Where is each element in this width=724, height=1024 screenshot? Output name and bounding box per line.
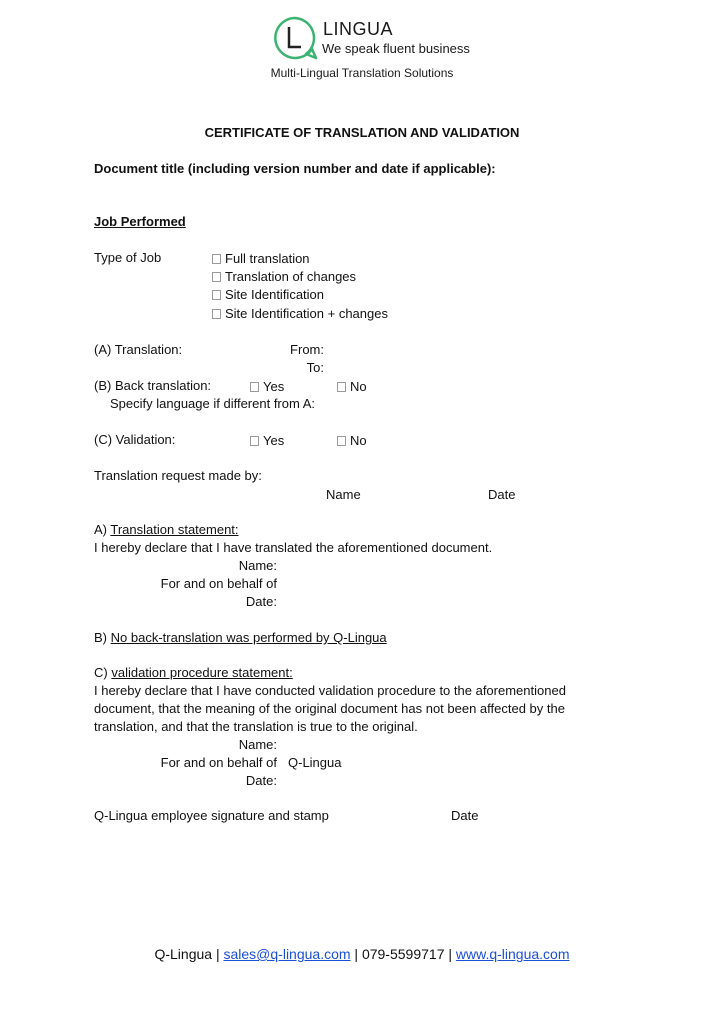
statement-a-behalf-label: For and on behalf of xyxy=(160,576,277,591)
request-made-by-label: Translation request made by: xyxy=(94,468,262,483)
footer-email-link[interactable]: sales@q-lingua.com xyxy=(223,946,351,962)
checkbox[interactable] xyxy=(212,254,221,264)
statement-c-date-label: Date: xyxy=(245,773,277,788)
statement-c-name-label: Name: xyxy=(238,737,277,752)
signature-date-label: Date xyxy=(451,808,479,823)
statement-c-behalf-value: Q-Lingua xyxy=(288,755,342,770)
checkbox[interactable] xyxy=(337,436,346,446)
translation-from-label: From: xyxy=(290,342,324,357)
statement-a-name-label: Name: xyxy=(238,558,277,573)
request-date-column: Date xyxy=(488,487,516,502)
statement-c-heading: C) validation procedure statement: xyxy=(94,665,293,680)
statement-a-text: I hereby declare that I have translated the aforementioned document. xyxy=(94,540,493,555)
certificate-title: CERTIFICATE OF TRANSLATION AND VALIDATION xyxy=(204,125,520,140)
q-lingua-logo-icon xyxy=(270,14,318,62)
back-translation-label: (B) Back translation: xyxy=(94,378,212,393)
statement-c-line: document, that the meaning of the original document has not been affected by the xyxy=(94,701,565,716)
job-option-site-identification-changes[interactable]: Site Identification + changes xyxy=(212,305,388,322)
statement-a-heading: A) Translation statement: xyxy=(94,522,239,537)
checkbox[interactable] xyxy=(212,290,221,300)
back-translation-no[interactable]: No xyxy=(337,378,367,395)
job-option-site-identification[interactable]: Site Identification xyxy=(212,286,324,303)
job-option-translation-of-changes[interactable]: Translation of changes xyxy=(212,268,356,285)
job-option-full-translation[interactable]: Full translation xyxy=(212,250,310,267)
statement-c-line: I hereby declare that I have conducted validation procedure to the aforementioned xyxy=(94,683,566,698)
brand-tagline: We speak fluent business xyxy=(322,41,470,56)
brand-name: LINGUA xyxy=(323,19,394,39)
validation-yes[interactable]: Yes xyxy=(250,432,284,449)
footer-company: Q-Lingua xyxy=(154,946,213,962)
translation-to-label: To: xyxy=(306,360,324,375)
type-of-job-label: Type of Job xyxy=(94,250,162,265)
job-performed-heading: Job Performed xyxy=(94,214,186,229)
footer-phone: 079-5599717 xyxy=(361,946,445,962)
checkbox[interactable] xyxy=(337,382,346,392)
footer-website-link[interactable]: www.q-lingua.com xyxy=(455,946,570,962)
checkbox[interactable] xyxy=(212,309,221,319)
footer: Q-Lingua | sales@q-lingua.com | 079-5599717 | www.q-lingua.com xyxy=(154,946,570,962)
document-title-label: Document title (including version number and date if applicable): xyxy=(94,161,496,176)
translation-label: (A) Translation: xyxy=(94,342,183,357)
specify-language-label: Specify language if different from A: xyxy=(110,396,315,411)
company-subtitle: Multi-Lingual Translation Solutions xyxy=(270,66,454,80)
validation-label: (C) Validation: xyxy=(94,432,176,447)
validation-no[interactable]: No xyxy=(337,432,367,449)
statement-b-heading: B) No back-translation was performed by Q-Lingua xyxy=(94,630,387,645)
statement-c-behalf-label: For and on behalf of xyxy=(160,755,277,770)
signature-label: Q-Lingua employee signature and stamp xyxy=(94,808,329,823)
checkbox[interactable] xyxy=(250,382,259,392)
statement-c-line: translation, and that the translation is true to the original. xyxy=(94,719,418,734)
checkbox[interactable] xyxy=(250,436,259,446)
back-translation-yes[interactable]: Yes xyxy=(250,378,284,395)
request-name-column: Name xyxy=(326,487,361,502)
checkbox[interactable] xyxy=(212,272,221,282)
statement-a-date-label: Date: xyxy=(245,594,277,609)
